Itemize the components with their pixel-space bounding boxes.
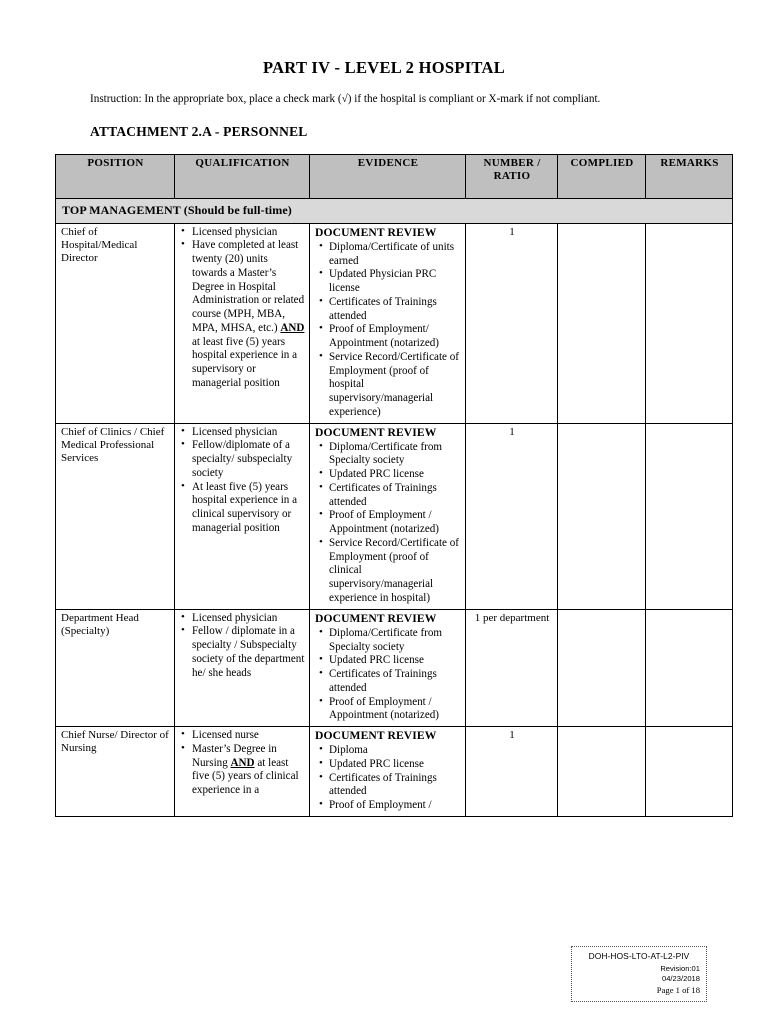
- list-item: • Updated PRC license: [315, 468, 461, 482]
- evidence-heading: DOCUMENT REVIEW: [315, 225, 437, 239]
- list-item: • Certificates of Trainings attended: [315, 482, 461, 510]
- list-item: • Service Record/Certificate of Employment (proof of hospital supervisory/managerial experience): [315, 351, 461, 420]
- column-header-complied: COMPLIED: [558, 155, 646, 199]
- qualification-list: [180, 426, 305, 536]
- column-header-qualification: QUALIFICATION: [175, 155, 310, 199]
- table-row: [56, 609, 733, 726]
- qual-text-post: at least five (5) years hospital experience in a supervisory or managerial position: [192, 335, 298, 389]
- attachment-title: ATTACHMENT 2.A - PERSONNEL: [90, 124, 308, 139]
- column-header-evidence: EVIDENCE: [310, 155, 466, 199]
- cell-number-ratio: 1: [466, 423, 558, 609]
- column-header-number-ratio: [466, 155, 558, 199]
- column-header-remarks: REMARKS: [646, 155, 733, 199]
- list-item: • Proof of Employment / Appointment (notarized): [315, 696, 461, 724]
- footer-page-number: Page 1 of 18: [656, 984, 700, 995]
- cell-number-ratio: 1 per department: [466, 609, 558, 726]
- list-item: • Certificates of Trainings attended: [315, 668, 461, 696]
- cell-complied[interactable]: [558, 423, 646, 609]
- cell-remarks[interactable]: [646, 423, 733, 609]
- list-item: • Updated PRC license: [315, 758, 461, 772]
- cell-remarks[interactable]: [646, 609, 733, 726]
- section-row-label: TOP MANAGEMENT (Should be full-time): [56, 199, 733, 224]
- number-ratio-line-1: NUMBER /: [483, 157, 541, 169]
- personnel-table-wrapper: [55, 154, 732, 817]
- personnel-table: [55, 154, 733, 817]
- evidence-heading: DOCUMENT REVIEW: [315, 425, 437, 439]
- page-title: PART IV - LEVEL 2 HOSPITAL: [262, 58, 506, 77]
- cell-evidence: [310, 223, 466, 423]
- number-ratio-line-2: RATIO: [493, 170, 531, 183]
- evidence-heading: DOCUMENT REVIEW: [315, 729, 437, 743]
- table-row: [56, 423, 733, 609]
- list-item: • Service Record/Certificate of Employment (proof of clinical supervisory/managerial experience in hospital): [315, 537, 461, 606]
- list-item: [180, 239, 305, 390]
- cell-qualification: [175, 609, 310, 726]
- footer-stamp: [571, 946, 707, 1002]
- list-item: [180, 743, 305, 798]
- qual-text-pre: Master’s Degree in Nursing: [192, 742, 277, 769]
- qualification-list: [180, 729, 305, 798]
- cell-position: Chief of Clinics / Chief Medical Professional Services: [56, 423, 175, 609]
- cell-position: Chief of Hospital/Medical Director: [56, 223, 175, 423]
- list-item: • Diploma/Certificate from Specialty society: [315, 627, 461, 655]
- evidence-list: [315, 627, 461, 723]
- list-item: • Diploma/Certificate from Specialty society: [315, 441, 461, 469]
- list-item: • Licensed physician: [180, 226, 305, 240]
- footer-document-code: DOH-HOS-LTO-AT-L2-PIV: [588, 951, 690, 961]
- list-item: • Fellow / diplomate in a specialty / Subspecialty society of the department he/ she heads: [180, 625, 305, 680]
- footer-date: 04/23/2018: [661, 974, 700, 984]
- evidence-heading: DOCUMENT REVIEW: [315, 611, 437, 625]
- column-header-position: POSITION: [56, 155, 175, 199]
- list-item: • Proof of Employment / Appointment (notarized): [315, 509, 461, 537]
- cell-remarks[interactable]: [646, 727, 733, 817]
- list-item: • Licensed nurse: [180, 729, 305, 743]
- cell-qualification: [175, 223, 310, 423]
- footer-revision: Revision:01: [660, 963, 700, 973]
- cell-qualification: [175, 727, 310, 817]
- cell-number-ratio: 1: [466, 727, 558, 817]
- list-item: • Certificates of Trainings attended: [315, 296, 461, 324]
- list-item: • Licensed physician: [180, 426, 305, 440]
- evidence-list: [315, 241, 461, 420]
- cell-complied[interactable]: [558, 223, 646, 423]
- cell-position: Department Head (Specialty): [56, 609, 175, 726]
- cell-number-ratio: 1: [466, 223, 558, 423]
- cell-complied[interactable]: [558, 727, 646, 817]
- list-item: • Updated PRC license: [315, 654, 461, 668]
- qual-text-pre: Have completed at least twenty (20) units towards a Master’s Degree in Hospital Administration or related course (MPH, MBA, MPA, MHSA, etc.): [192, 239, 305, 334]
- cell-complied[interactable]: [558, 609, 646, 726]
- cell-remarks[interactable]: [646, 223, 733, 423]
- section-row-top-management: [56, 199, 733, 224]
- qual-text-post: at least five (5) years of clinical experience in a: [192, 756, 299, 797]
- list-item: • Certificates of Trainings attended: [315, 772, 461, 800]
- qualification-list: [180, 612, 305, 681]
- cell-evidence: [310, 423, 466, 609]
- list-item: • Updated Physician PRC license: [315, 268, 461, 296]
- table-header-row: [56, 155, 733, 199]
- list-item: • Proof of Employment/ Appointment (notarized): [315, 323, 461, 351]
- qual-text-and: AND: [230, 756, 255, 769]
- list-item: • Proof of Employment /: [315, 799, 461, 813]
- qualification-list: [180, 226, 305, 391]
- evidence-list: [315, 744, 461, 813]
- qual-text-and: AND: [280, 321, 305, 334]
- cell-evidence: [310, 609, 466, 726]
- evidence-list: [315, 441, 461, 606]
- cell-qualification: [175, 423, 310, 609]
- list-item: • At least five (5) years hospital experience in a clinical supervisory or managerial position: [180, 481, 305, 536]
- table-row: [56, 223, 733, 423]
- list-item: • Diploma/Certificate of units earned: [315, 241, 461, 269]
- cell-position: Chief Nurse/ Director of Nursing: [56, 727, 175, 817]
- cell-evidence: [310, 727, 466, 817]
- list-item: • Diploma: [315, 744, 461, 758]
- list-item: • Licensed physician: [180, 612, 305, 626]
- instruction-text: Instruction: In the appropriate box, place a check mark (√) if the hospital is compliant or X-mark if not compliant.: [90, 93, 601, 105]
- table-row: [56, 727, 733, 817]
- list-item: • Fellow/diplomate of a specialty/ subspecialty society: [180, 439, 305, 480]
